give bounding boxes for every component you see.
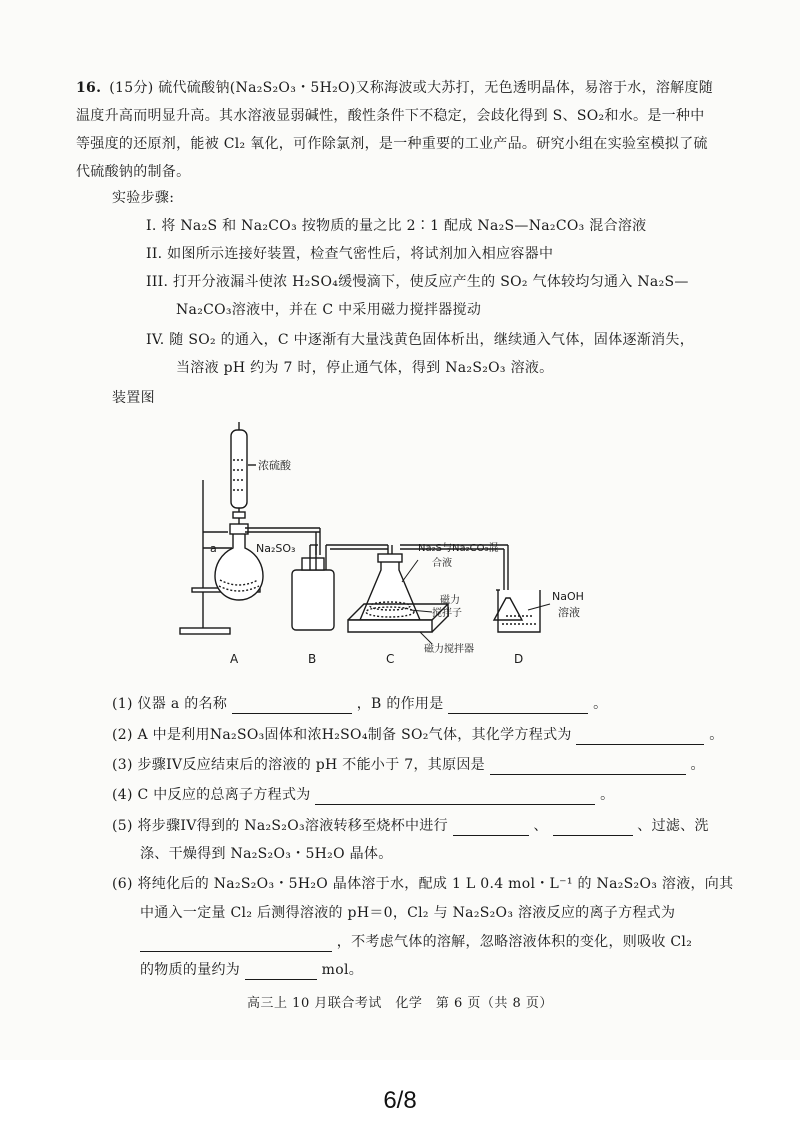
sub-q-text: ，B 的作用是 <box>356 696 444 712</box>
sub-q-text: 。 <box>600 787 615 803</box>
label-C: C <box>386 652 395 666</box>
sub-q-text: C 中反应的总离子方程式为 <box>137 787 311 803</box>
sub-q-num: (3) <box>112 757 133 773</box>
page-footer: 高三上 10 月联合考试 化学 第 6 页（共 8 页） <box>247 996 553 1011</box>
sub-question-6-line-2: 中通入一定量 Cl₂ 后测得溶液的 pH＝0，Cl₂ 与 Na₂S₂O₃ 溶液反应的离子方程式为 <box>140 905 676 921</box>
sub-q-text: 。 <box>709 727 724 743</box>
sub-q-text: mol。 <box>321 962 364 978</box>
answer-blank[interactable] <box>453 820 529 836</box>
sub-q-num: (2) <box>112 727 133 743</box>
sub-q-text: 将纯化后的 Na₂S₂O₃・5H₂O 晶体溶于水，配成 1 L 0.4 mol・L⁻¹ 的 Na₂S₂O₃ 溶液，向其 <box>137 876 734 892</box>
beaker-d <box>494 590 540 632</box>
label-mix-2: 合液 <box>432 558 452 569</box>
sub-q-text: 、 <box>533 818 548 834</box>
answer-blank[interactable] <box>448 698 588 714</box>
label-na2so3: Na₂SO₃ <box>256 542 296 555</box>
question-stem <box>76 74 716 186</box>
answer-blank[interactable] <box>576 729 704 745</box>
sub-question-5 <box>112 816 709 836</box>
sub-q-num: (5) <box>112 818 133 834</box>
answer-blank[interactable] <box>553 820 633 836</box>
sub-q-num: (6) <box>112 876 133 892</box>
step-3-cont: Na₂CO₃溶液中，并在 C 中采用磁力搅拌器搅动 <box>176 302 482 318</box>
page-indicator: 6/8 <box>383 1087 417 1114</box>
figure-caption: 装置图 <box>112 390 155 406</box>
apparatus-diagram <box>170 420 590 675</box>
question-paragraph: (15分) 硫代硫酸钠(Na₂S₂O₃・5H₂O)又称海波或大苏打，无色透明晶体，易溶于水，溶解度随温度升高而明显升高。其水溶液显弱碱性，酸性条件下不稳定，会歧化得到 S、SO₂和水。是一种中等强度的还原剂，能被 Cl₂ 氧化，可作除氯剂，是一种重要的工业产品。研究小组在实验室模拟了硫代硫酸钠的制备。 <box>76 80 714 180</box>
sub-q-text: A 中是利用Na₂SO₃固体和浓H₂SO₄制备 SO₂气体，其化学方程式为 <box>137 727 572 743</box>
sub-question-4 <box>112 785 614 805</box>
sub-q-text: 仪器 a 的名称 <box>137 696 228 712</box>
label-stir-1: 磁力 <box>440 595 460 606</box>
label-B: B <box>308 652 317 666</box>
label-a: a <box>210 542 217 555</box>
sub-q-text: 步骤IV反应结束后的溶液的 pH 不能小于 7，其原因是 <box>137 757 485 773</box>
sub-q-text: 、过滤、洗 <box>637 818 709 834</box>
sub-question-6 <box>112 874 733 894</box>
sub-question-6-line-3 <box>140 932 692 952</box>
step-2: II. 如图所示连接好装置，检查气密性后，将试剂加入相应容器中 <box>146 246 554 262</box>
step-4: IV. 随 SO₂ 的通入，C 中逐渐有大量浅黄色固体析出，继续通入气体，固体逐渐消失， <box>146 332 695 348</box>
answer-blank[interactable] <box>232 698 352 714</box>
sub-question-3 <box>112 755 705 775</box>
sub-q-num: (1) <box>112 696 133 712</box>
answer-blank[interactable] <box>490 759 686 775</box>
answer-blank[interactable] <box>140 936 332 952</box>
sub-question-2 <box>112 725 724 745</box>
label-mix-1: Na₂S与Na₂CO₃混 <box>418 543 499 554</box>
sub-q-text: 将步骤IV得到的 Na₂S₂O₃溶液转移至烧杯中进行 <box>137 818 448 834</box>
sub-question-6-line-4 <box>140 960 363 980</box>
label-stir-2: 搅拌子 <box>432 608 462 619</box>
step-3: III. 打开分液漏斗使浓 H₂SO₄缓慢滴下，使反应产生的 SO₂ 气体较均匀通入 Na₂S— <box>146 274 689 290</box>
sub-q-text: ，不考虑气体的溶解，忽略溶液体积的变化，则吸收 Cl₂ <box>336 934 693 950</box>
label-conc-acid: 浓硫酸 <box>258 459 291 472</box>
sub-question-5-cont: 涤、干燥得到 Na₂S₂O₃・5H₂O 晶体。 <box>140 846 393 862</box>
label-stirrer: 磁力搅拌器 <box>424 644 474 655</box>
label-D: D <box>514 652 524 666</box>
sub-q-text: 的物质的量约为 <box>140 962 241 978</box>
answer-blank[interactable] <box>315 789 595 805</box>
step-1: I. 将 Na₂S 和 Na₂CO₃ 按物质的量之比 2∶1 配成 Na₂S—Na₂CO₃ 混合溶液 <box>146 218 647 234</box>
step-4-cont: 当溶液 pH 约为 7 时，停止通气体，得到 Na₂S₂O₃ 溶液。 <box>176 360 554 376</box>
sub-q-num: (4) <box>112 787 133 803</box>
sub-q-text: 。 <box>690 757 705 773</box>
steps-label: 实验步骤: <box>112 190 175 206</box>
sub-q-text: 。 <box>593 696 608 712</box>
label-A: A <box>230 652 239 666</box>
label-naoh-1: NaOH <box>552 590 584 603</box>
answer-blank[interactable] <box>245 964 317 980</box>
label-naoh-2: 溶液 <box>558 606 580 619</box>
question-number: 16. <box>76 80 102 96</box>
sub-question-1 <box>112 694 607 714</box>
